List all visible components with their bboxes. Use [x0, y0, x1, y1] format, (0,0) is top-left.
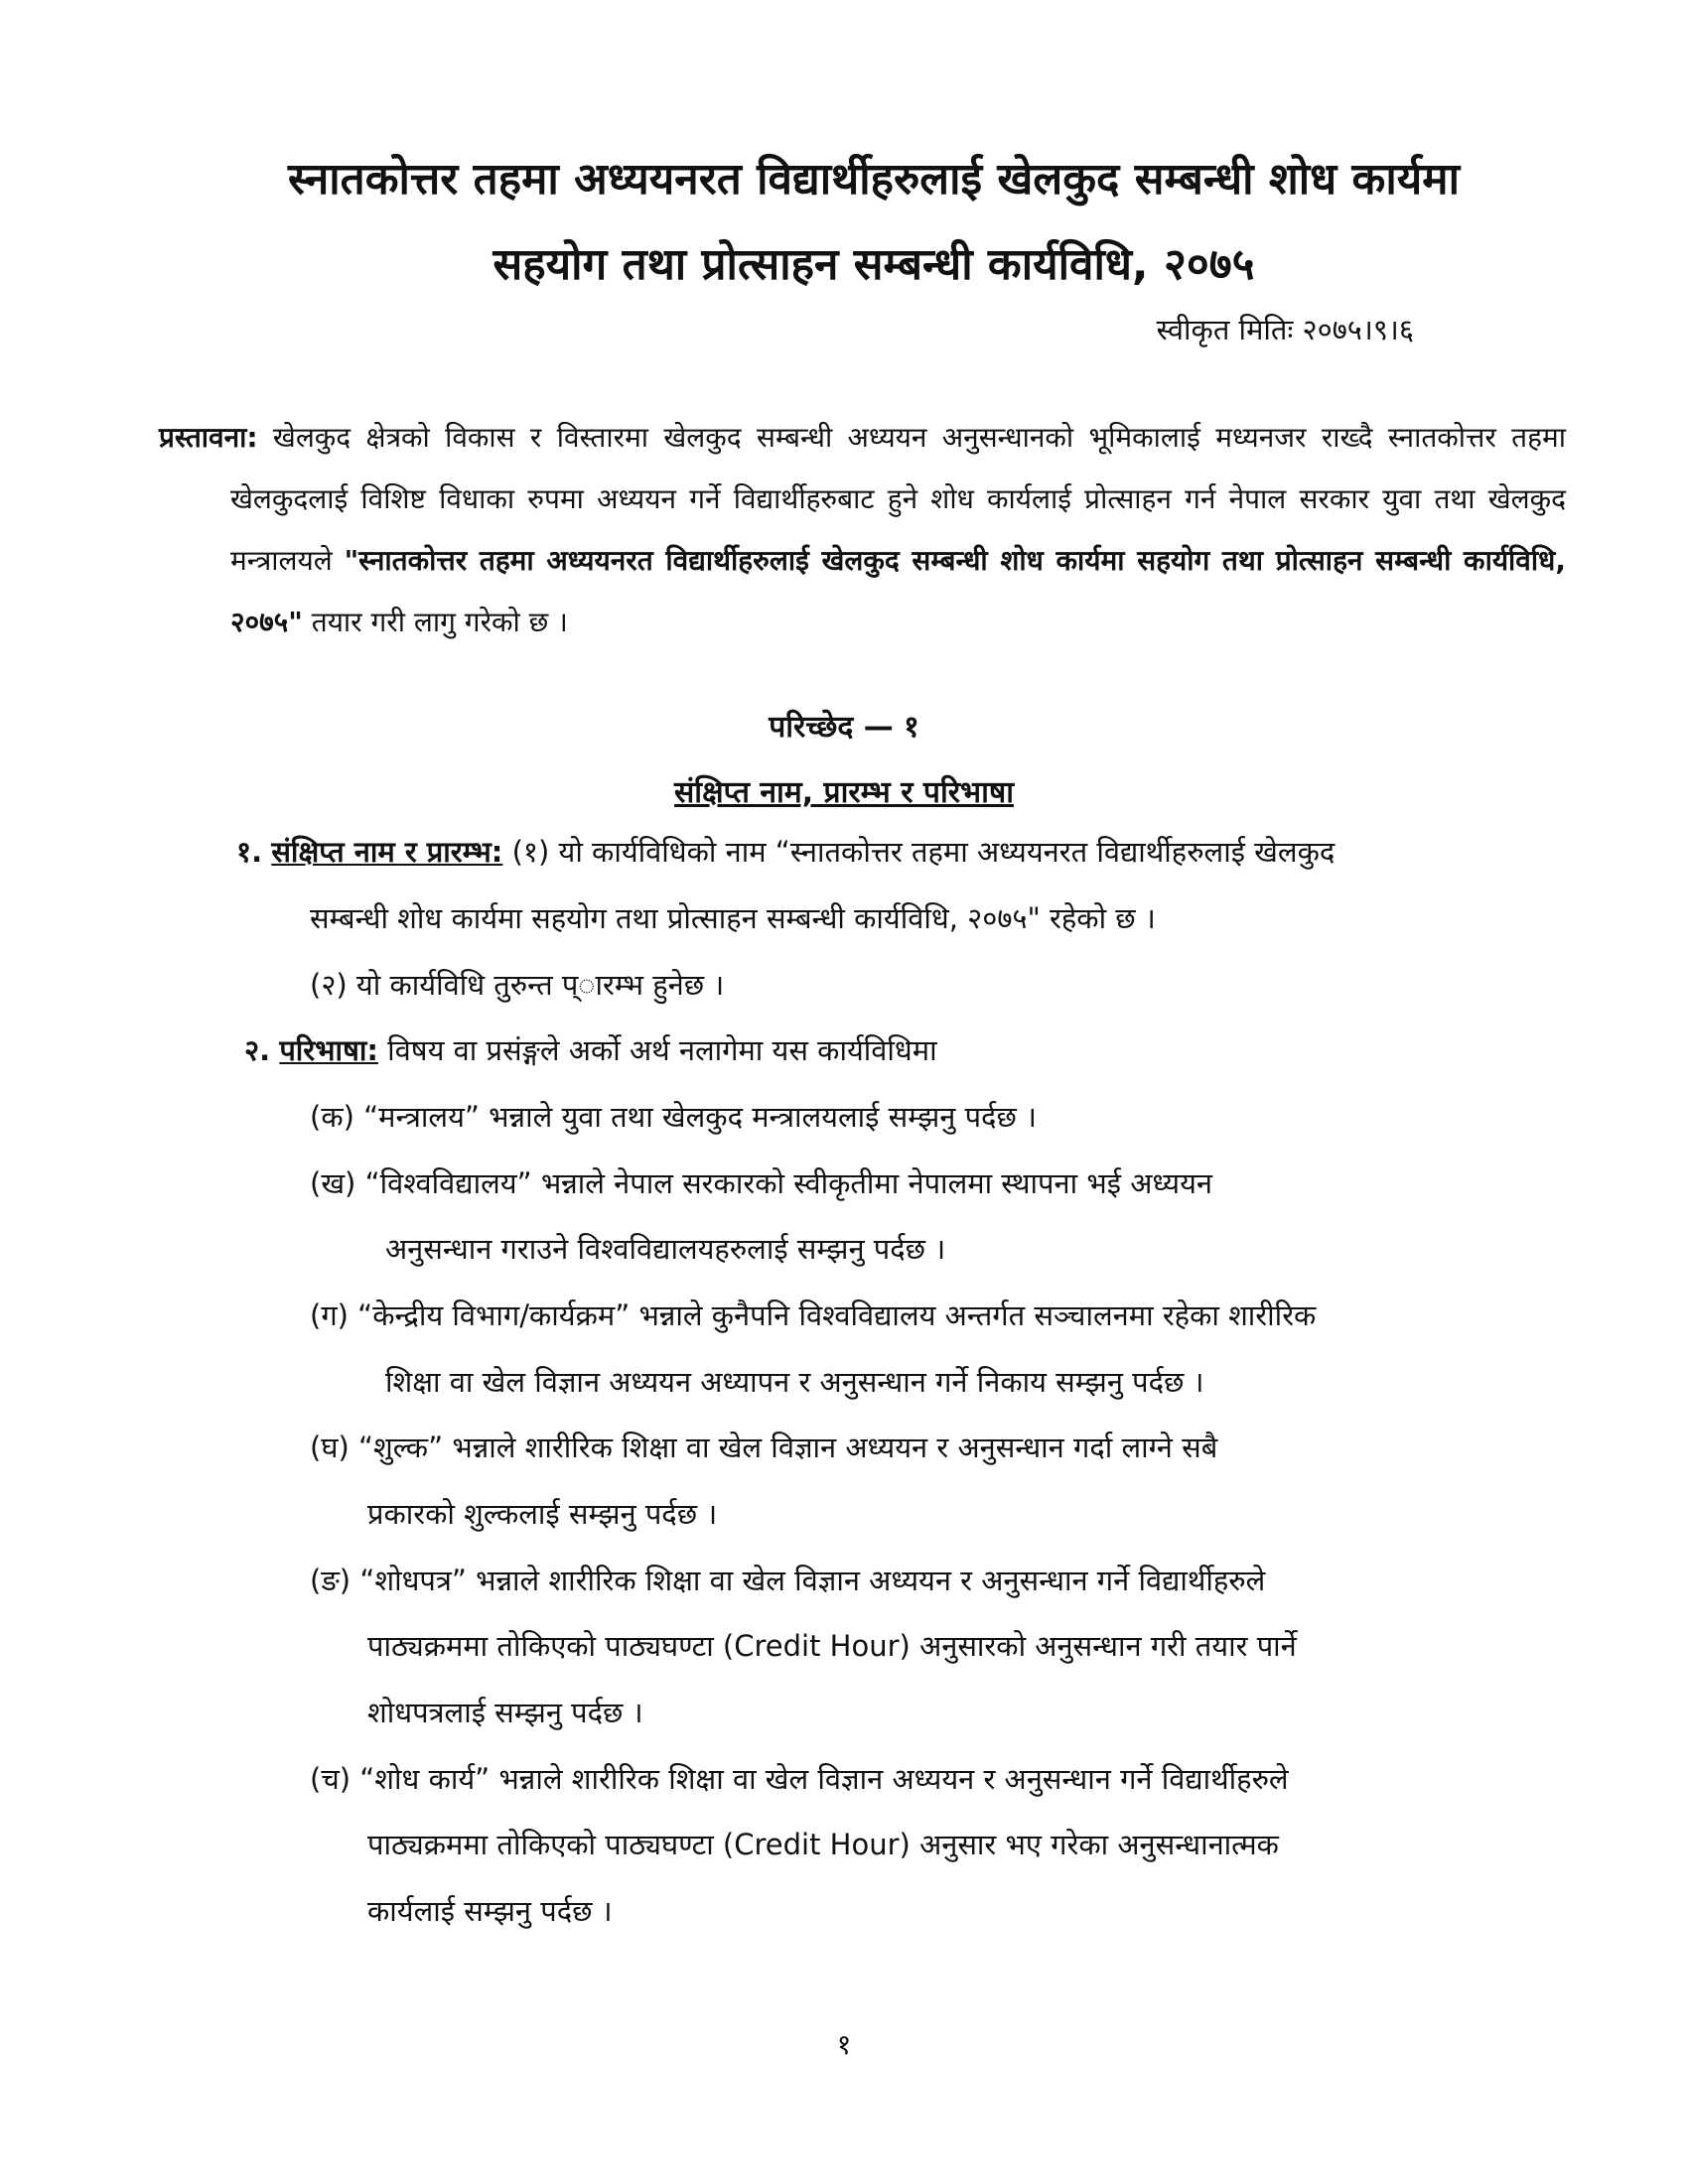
section-1-line-2: सम्बन्धी शोध कार्यमा सहयोग तथा प्रोत्साहन सम्बन्धी कार्यविधि, २०७५" रहेको छ ।: [310, 901, 1156, 935]
page-number: १: [836, 2028, 852, 2061]
preamble-text-1: खेलकुद क्षेत्रको विकास र विस्तारमा खेलकुद सम्बन्धी अध्ययन अनुसन्धानको भूमिकालाई मध्यनजर राख्दै स्नातकोत्तर तहमा खेलकुदलाई विशिष्ट विधाका रुपमा अध्ययन गर्ने विद्यार्थीहरुबाट हुने शोध कार्यलाई प्रोत्साहन गर्न नेपाल सरकार युवा तथा खेलकुद मन्त्रालयले: [230, 421, 1566, 577]
definition-kha-line-2: अनुसन्धान गराउने विश्वविद्यालयहरुलाई सम्झनु पर्दछ ।: [385, 1232, 946, 1266]
chapter-heading: परिच्छेद — १: [769, 710, 919, 745]
definition-nga-line-2: पाठ्यक्रममा तोकिएको पाठ्यघण्टा (Credit Hour) अनुसारको अनुसन्धान गरी तयार पार्ने: [367, 1629, 1297, 1663]
preamble-bold-title: "स्नातकोत्तर तहमा अध्ययनरत विद्यार्थीहरुलाई खेलकुद सम्बन्धी शोध कार्यमा सहयोग तथा प्रोत्साहन सम्बन्धी कार्यविधि, २०७५": [230, 544, 1566, 638]
section-2-intro: विषय वा प्रसंङ्गले अर्को अर्थ नलागेमा यस कार्यविधिमा: [377, 1033, 937, 1067]
preamble-label: प्रस्तावना:: [159, 421, 258, 454]
section-1-line-3: (२) यो कार्यविधि तुरुन्त प्ारम्भ हुनेछ ।: [310, 968, 725, 1002]
approved-date: स्वीकृत मितिः २०७५।९।६: [1156, 313, 1414, 346]
definition-cha-line-3: कार्यलाई सम्झनु पर्दछ ।: [367, 1894, 613, 1928]
definition-gha-line-2: प्रकारको शुल्कलाई सम्झनु पर्दछ ।: [367, 1497, 718, 1531]
section-1-heading: संक्षिप्त नाम र प्रारम्भ:: [271, 835, 503, 869]
definition-cha-line-2: पाठ्यक्रममा तोकिएको पाठ्यघण्टा (Credit Hour) अनुसार भए गरेका अनुसन्धानात्मक: [367, 1828, 1279, 1861]
section-2-heading: परिभाषा:: [279, 1033, 378, 1067]
section-1-line-1: [236, 832, 1335, 872]
section-1-text-1: (१) यो कार्यविधिको नाम “स्नातकोत्तर तहमा अध्ययनरत विद्यार्थीहरुलाई खेलकुद: [502, 835, 1336, 869]
document-title: [179, 137, 1569, 308]
title-line-2: सहयोग तथा प्रोत्साहन सम्बन्धी कार्यविधि, २०७५: [492, 239, 1255, 290]
chapter-subheading: संक्षिप्त नाम, प्रारम्भ र परिभाषा: [674, 775, 1014, 810]
section-1-number: १.: [236, 835, 263, 869]
definition-kha-line-1: (ख) “विश्वविद्यालय” भन्नाले नेपाल सरकारको स्वीकृतीमा नेपालमा स्थापना भई अध्ययन: [310, 1166, 1212, 1200]
preamble-text-2: तयार गरी लागु गरेको छ ।: [302, 606, 568, 638]
definition-ga-line-2: शिक्षा वा खेल विज्ञान अध्ययन अध्यापन र अनुसन्धान गर्ने निकाय सम्झनु पर्दछ ।: [385, 1365, 1204, 1399]
definition-cha-line-1: (च) “शोध कार्य” भन्नाले शारीरिक शिक्षा वा खेल विज्ञान अध्ययन र अनुसन्धान गर्ने विद्यार्थीहरुले: [310, 1762, 1289, 1796]
definition-ga-line-1: (ग) “केन्द्रीय विभाग/कार्यक्रम” भन्नाले कुनैपनि विश्वविद्यालय अन्तर्गत सञ्चालनमा रहेका शारीरिक: [310, 1298, 1317, 1332]
preamble: [159, 407, 1566, 653]
definition-nga-line-3: शोधपत्रलाई सम्झनु पर्दछ ।: [367, 1696, 643, 1729]
definition-nga-line-1: (ङ) “शोधपत्र” भन्नाले शारीरिक शिक्षा वा खेल विज्ञान अध्ययन र अनुसन्धान गर्ने विद्यार्थीहरुले: [310, 1564, 1266, 1597]
title-line-1: स्नातकोत्तर तहमा अध्ययनरत विद्यार्थीहरुलाई खेलकुद सम्बन्धी शोध कार्यमा: [288, 154, 1460, 205]
section-2-number: २.: [244, 1033, 271, 1067]
definition-ka: (क) “मन्त्रालय” भन्नाले युवा तथा खेलकुद मन्त्रालयलाई सम्झनु पर्दछ ।: [310, 1100, 1037, 1134]
section-2-line-1: [244, 1030, 937, 1070]
definition-gha-line-1: (घ) “शुल्क” भन्नाले शारीरिक शिक्षा वा खेल विज्ञान अध्ययन र अनुसन्धान गर्दा लाग्ने सबै: [310, 1431, 1218, 1464]
